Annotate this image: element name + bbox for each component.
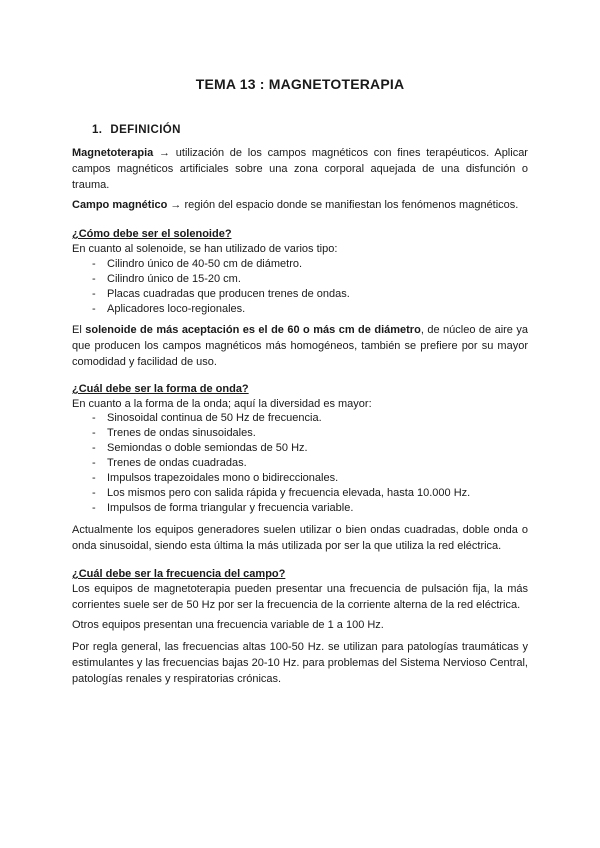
- list-item: - Sinosoidal continua de 50 Hz de frecuencia.: [72, 411, 532, 426]
- frecuencia-paragraph-1: Los equipos de magnetoterapia pueden presentar una frecuencia de pulsación fija, la más corrientes suele ser de 50 Hz por ser la frecuencia de la corriente alterna de la red eléctrica.: [72, 583, 528, 611]
- question-forma-onda: ¿Cuál debe ser la forma de onda?: [72, 383, 249, 395]
- page-title: TEMA 13 : MAGNETOTERAPIA: [195, 76, 405, 92]
- definition-campo-magnetico: [72, 197, 528, 213]
- question-frecuencia: ¿Cuál debe ser la frecuencia del campo?: [72, 568, 286, 580]
- solenoide-list: [72, 257, 532, 317]
- forma-onda-list: [72, 411, 532, 516]
- forma-onda-intro: En cuanto a la forma de la onda; aquí la diversidad es mayor:: [72, 398, 372, 410]
- list-item: - Cilindro único de 40-50 cm de diámetro.: [72, 257, 532, 272]
- definition-text-2: región del espacio donde se manifiestan los fenómenos magnéticos.: [184, 199, 519, 211]
- question-solenoide: ¿Cómo debe ser el solenoide?: [72, 228, 232, 240]
- list-item: - Trenes de ondas sinusoidales.: [72, 426, 532, 441]
- arrow-2: →: [170, 199, 182, 211]
- list-item: - Cilindro único de 15-20 cm.: [72, 272, 532, 287]
- frecuencia-paragraph-2: Otros equipos presentan una frecuencia variable de 1 a 100 Hz.: [72, 619, 384, 631]
- section-number: 1.: [92, 124, 103, 136]
- list-item: - Impulsos de forma triangular y frecuencia variable.: [72, 501, 532, 516]
- term-magnetoterapia: Magnetoterapia: [72, 147, 154, 159]
- section-label: DEFINICIÓN: [110, 124, 181, 136]
- solenoide-paragraph: [72, 322, 528, 370]
- definition-magnetoterapia: [72, 145, 528, 193]
- list-item: - Placas cuadradas que producen trenes de ondas.: [72, 287, 532, 302]
- term-campo-magnetico: Campo magnético: [72, 199, 168, 211]
- list-item: - Impulsos trapezoidales mono o bidireccionales.: [72, 471, 532, 486]
- solenoide-para-bold: solenoide de más aceptación es el de 60 o más cm de diámetro: [85, 324, 421, 336]
- arrow-1: →: [159, 147, 171, 159]
- list-item: - Semiondas o doble semiondas de 50 Hz.: [72, 441, 532, 456]
- list-item: - Aplicadores loco-regionales.: [72, 302, 532, 317]
- section-heading-definicion: [92, 124, 181, 136]
- solenoide-para-post: , de núcleo de aire ya que producen los campos magnéticos más homogéneos, también se prefiere por su mayor comodidad y facilidad de uso.: [72, 324, 528, 368]
- solenoide-intro: En cuanto al solenoide, se han utilizado de varios tipo:: [72, 243, 338, 255]
- definition-text-1: utilización de los campos magnéticos con fines terapéuticos. Aplicar campos magnéticos artificiales sobre una zona corporal aquejada de una disfunción o trauma.: [72, 147, 528, 191]
- list-item: - Los mismos pero con salida rápida y frecuencia elevada, hasta 10.000 Hz.: [72, 486, 532, 501]
- solenoide-para-pre: El: [72, 324, 82, 336]
- list-item: - Trenes de ondas cuadradas.: [72, 456, 532, 471]
- frecuencia-paragraph-3: Por regla general, las frecuencias altas 100-50 Hz. se utilizan para patologías traumáticas y estimulantes y las frecuencias bajas 20-10 Hz. para problemas del Sistema Nervioso Central, patologías renales y respiratorias crónicas.: [72, 641, 528, 685]
- forma-onda-paragraph: Actualmente los equipos generadores suelen utilizar o bien ondas cuadradas, doble onda o onda sinusoidal, siendo esta última la más utilizada por ser la que utiliza la red eléctrica.: [72, 524, 528, 552]
